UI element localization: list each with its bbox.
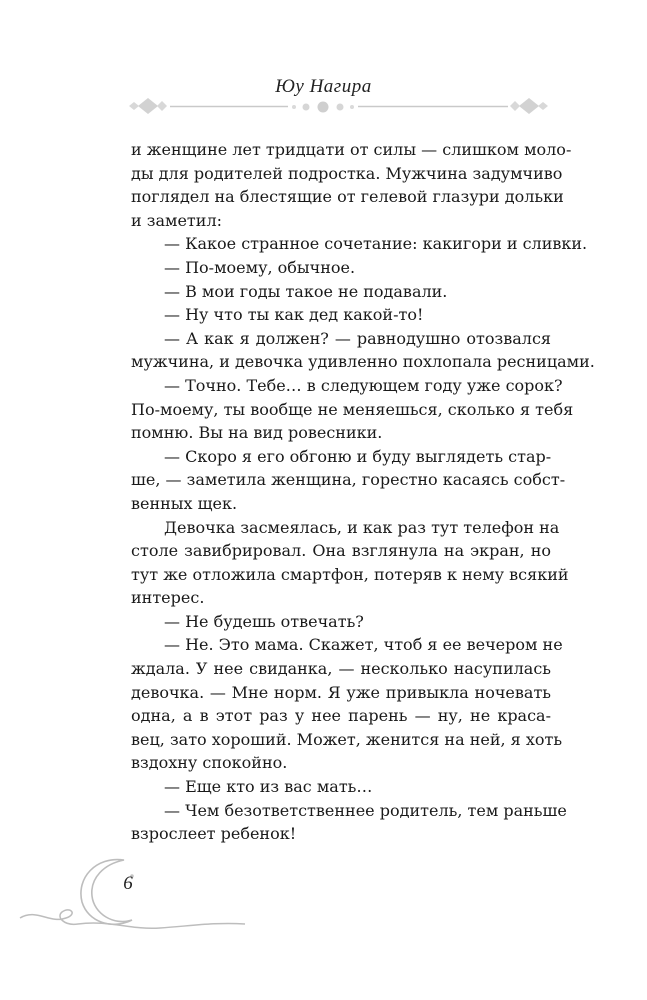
text-line: — В мои годы такое не подавали.	[164, 281, 448, 301]
text-line: поглядел на блестящие от гелевой глазури дольки	[131, 187, 564, 207]
text-line: — Не будешь отвечать?	[164, 611, 364, 631]
diamond-icon	[138, 98, 158, 114]
text-line: столе завибрировал. Она взглянула на экран, но	[131, 541, 551, 561]
dot-icon	[292, 105, 296, 109]
body-text	[131, 138, 595, 846]
text-line: — Какое странное сочетание: какигори и сливки.	[164, 234, 588, 254]
text-line: мужчина, и девочка удивленно похлопала ресницами.	[131, 352, 595, 372]
text-line: вздохну спокойно.	[131, 753, 288, 773]
page-number: 6	[123, 873, 133, 894]
dot-icon	[350, 105, 354, 109]
text-line: девочка. — Мне норм. Я уже привыкла ночевать	[131, 682, 551, 702]
text-line: — По-моему, обычное.	[164, 257, 356, 277]
text-line: интерес.	[131, 588, 205, 608]
crescent-moon-ornament	[0, 850, 260, 940]
text-line: и заметил:	[131, 210, 222, 230]
text-line: — А как я должен? — равнодушно отозвался	[164, 328, 551, 348]
text-line: венных щек.	[131, 493, 238, 513]
diamond-icon	[510, 101, 520, 111]
diamond-icon	[157, 101, 167, 111]
text-line: и женщине лет тридцати от силы — слишком моло-	[131, 140, 572, 159]
text-line: ды для родителей подростка. Мужчина задумчиво	[131, 163, 563, 183]
book-author: Юу Нагира	[275, 76, 372, 97]
dot-icon	[303, 104, 310, 111]
text-line: По-моему, ты вообще не меняешься, сколько я тебя	[131, 399, 574, 419]
text-line: одна, а в этот раз у нее парень — ну, не краса-	[131, 706, 551, 726]
dot-icon	[318, 102, 329, 113]
text-line: — Не. Это мама. Скажет, чтоб я ее вечером не	[164, 635, 563, 655]
text-line: Девочка засмеялась, и как раз тут телефон на	[164, 517, 560, 537]
text-line: — Еще кто из вас мать…	[164, 777, 373, 797]
text-line: помню. Вы на вид ровесники.	[131, 423, 383, 443]
text-line: взрослеет ребенок!	[131, 824, 297, 844]
diamond-icon	[519, 98, 539, 114]
dot-icon	[337, 104, 344, 111]
text-line: — Скоро я его обгоню и буду выглядеть стар-	[164, 446, 552, 466]
text-line: — Точно. Тебе… в следующем году уже сорок?	[164, 375, 563, 395]
text-line: вец, зато хороший. Может, женится на ней, я хоть	[131, 729, 563, 749]
text-line: ждала. У нее свиданка, — несколько насупилась	[131, 659, 551, 679]
text-line: — Чем безответственнее родитель, тем раньше	[164, 800, 567, 820]
text-line: ше, — заметила женщина, горестно касаясь собст-	[131, 470, 566, 490]
diamond-icon	[538, 102, 548, 110]
text-line: — Ну что ты как дед какой-то!	[164, 305, 424, 325]
diamond-icon	[129, 102, 139, 110]
running-header	[0, 70, 647, 140]
text-line: тут же отложила смартфон, потеряв к нему всякий	[131, 564, 569, 584]
